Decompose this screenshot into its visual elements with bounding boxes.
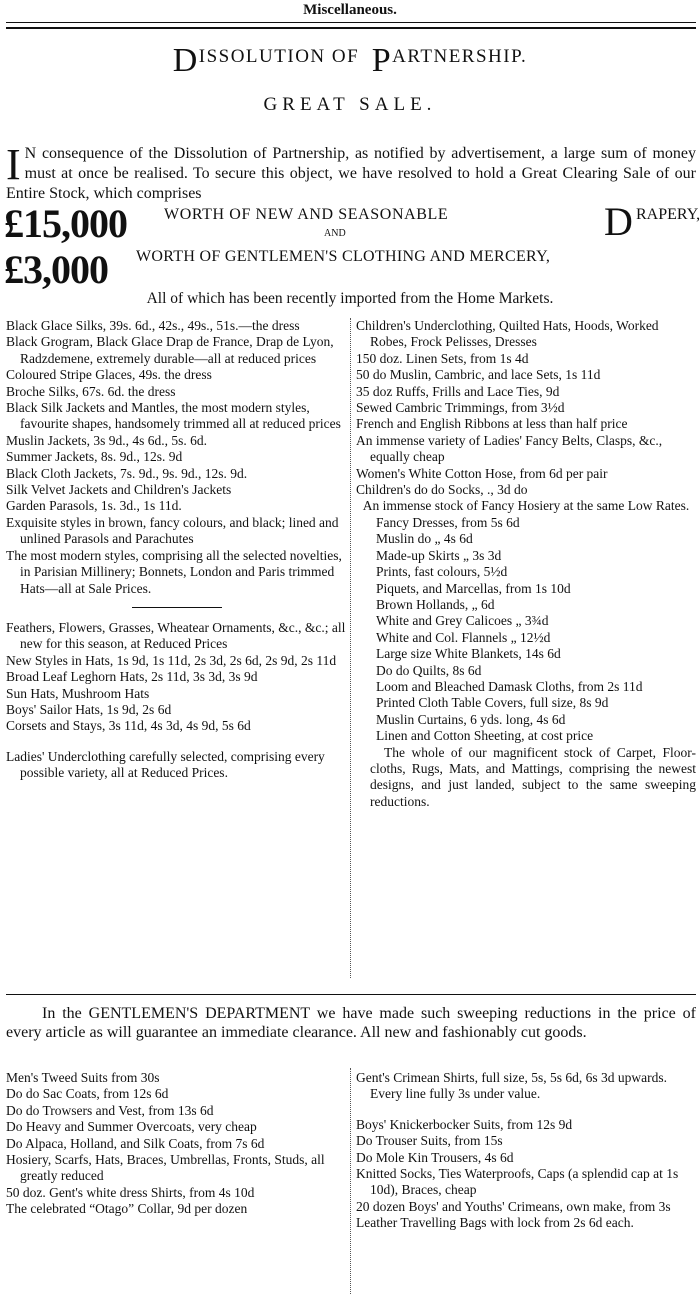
list-item: The most modern styles, comprising all the selected novelties, in Parisian Millinery; Bonnets, London and Paris trimmed Hats—all at Sale Prices. bbox=[6, 547, 342, 596]
list-item: Prints, fast colours, 5½d bbox=[376, 564, 508, 580]
price-line-clothing bbox=[4, 246, 696, 292]
list-item: Sewed Cambric Trimmings, from 3½d bbox=[356, 400, 565, 416]
import-note: All of which has been recently imported from the Home Markets. bbox=[146, 290, 554, 307]
list-item: Children's Underclothing, Quilted Hats, Hoods, Worked Robes, Frock Pelisses, Dresses bbox=[356, 318, 659, 350]
list-item: Printed Cloth Table Covers, full size, 8s 9d bbox=[376, 695, 609, 711]
list-item: French and English Ribbons at less than half price bbox=[356, 416, 628, 432]
list-item: Ladies' Underclothing carefully selected, comprising every possible variety, all at Reduced Prices. bbox=[6, 748, 325, 781]
list-item: Fancy Dresses, from 5s 6d bbox=[376, 514, 520, 530]
gentlemens-department-paragraph: In the GENTLEMEN'S DEPARTMENT we have made such sweeping reductions in the price of every article as will guarantee an immediate clearance. All new and fashionably cut goods. bbox=[6, 1005, 696, 1041]
list-item: Men's Tweed Suits from 30s bbox=[6, 1070, 160, 1085]
list-item: Large size White Blankets, 14s 6d bbox=[376, 646, 561, 662]
list-item: White and Col. Flannels „ 12½d bbox=[376, 629, 551, 645]
list-item: Leather Travelling Bags with lock from 2s 6d each. bbox=[356, 1215, 634, 1231]
list-item: Do do Trowsers and Vest, from 13s 6d bbox=[6, 1102, 214, 1118]
ad-subtitle: GREAT SALE. bbox=[263, 94, 437, 115]
list-item: New Styles in Hats, 1s 9d, 1s 11d, 2s 3d, 2s 6d, 2s 9d, 2s 11d bbox=[6, 652, 337, 668]
drapery-initial: D bbox=[604, 199, 633, 244]
title-part-2: ARTNERSHIP. bbox=[392, 46, 528, 67]
list-item: White and Grey Calicoes „ 3¾d bbox=[376, 613, 549, 629]
list-item: Sun Hats, Mushroom Hats bbox=[6, 685, 150, 701]
list-item: Muslin do „ 4s 6d bbox=[376, 531, 473, 547]
title-part-1: ISSOLUTION OF bbox=[198, 46, 360, 67]
gent-left-column bbox=[6, 1070, 348, 1218]
list-item: Linen and Cotton Sheeting, at cost price bbox=[376, 728, 594, 744]
intro-text: N consequence of the Dissolution of Partnership, as notified by advertisement, a large sum of money must at once be realised. To secure this object, we have resolved to hold a Great Clearing Sale of our Entire Stock, which comprises bbox=[6, 145, 696, 202]
list-item: Gent's Crimean Shirts, full size, 5s, 5s 6d, 6s 3d upwards. Every line fully 3s under value. bbox=[356, 1070, 668, 1102]
list-item: Do Trouser Suits, from 15s bbox=[356, 1133, 503, 1149]
intro-drop-cap: I bbox=[6, 140, 21, 189]
list-item: Hosiery, Scarfs, Hats, Braces, Umbrellas, Fronts, Studs, all greatly reduced bbox=[6, 1152, 325, 1184]
ad-title bbox=[0, 42, 700, 80]
list-item: 50 doz. Gent's white dress Shirts, from 4s 10d bbox=[6, 1184, 255, 1200]
section-rule bbox=[6, 994, 696, 995]
column-separator bbox=[350, 318, 351, 978]
list-item: Do Alpaca, Holland, and Silk Coats, from 7s 6d bbox=[6, 1135, 265, 1151]
list-item: Broche Silks, 67s. 6d. the dress bbox=[6, 383, 176, 399]
price-line-drapery bbox=[4, 199, 700, 246]
list-item: Boys' Sailor Hats, 1s 9d, 2s 6d bbox=[6, 701, 172, 717]
list-item: An immense variety of Ladies' Fancy Belts, Clasps, &c., equally cheap bbox=[356, 432, 663, 465]
list-item: Made-up Skirts „ 3s 3d bbox=[376, 547, 502, 563]
header-rule-thick bbox=[6, 27, 696, 29]
amount-clothing: £3,000 bbox=[4, 247, 108, 292]
title-initial-p: P bbox=[371, 42, 393, 79]
list-item: Do Mole Kin Trousers, 4s 6d bbox=[356, 1149, 514, 1165]
spacer bbox=[356, 1103, 696, 1117]
column-divider-rule bbox=[132, 607, 222, 608]
price-text-drapery: WORTH OF NEW AND SEASONABLE bbox=[164, 206, 449, 223]
list-item: Black Grogram, Black Glace Drap de France, Drap de Lyon, Radzdemene, extremely durable—all at reduced prices bbox=[6, 334, 334, 366]
list-item: Broad Leaf Leghorn Hats, 2s 11d, 3s 3d, 3s 9d bbox=[6, 669, 258, 685]
list-item: Brown Hollands, „ 6d bbox=[376, 596, 495, 612]
list-item: Do Heavy and Summer Overcoats, very cheap bbox=[6, 1119, 257, 1135]
list-item: Black Silk Jackets and Mantles, the most modern styles, favourite shapes, handsomely trimmed all at reduced prices bbox=[6, 400, 341, 432]
list-item: The celebrated “Otago” Collar, 9d per dozen bbox=[6, 1201, 248, 1217]
list-item: Muslin Jackets, 3s 9d., 4s 6d., 5s. 6d. bbox=[6, 432, 208, 448]
carpet-paragraph: The whole of our magnificent stock of Carpet, Floor-cloths, Rugs, Mats, and Mattings, comprising the newest designs, and just landed, subject to the same sweeping reductions. bbox=[370, 744, 696, 809]
list-item: 150 doz. Linen Sets, from 1s 4d bbox=[356, 350, 529, 366]
and-word: AND bbox=[324, 228, 346, 239]
list-item: 35 doz Ruffs, Frills and Lace Ties, 9d bbox=[356, 383, 560, 399]
list-item: 20 dozen Boys' and Youths' Crimeans, own make, from 3s bbox=[356, 1198, 671, 1214]
gent-column-separator bbox=[350, 1068, 351, 1294]
price-text-clothing: WORTH OF GENTLEMEN'S CLOTHING AND MERCERY, bbox=[136, 248, 551, 265]
section-header: Miscellaneous. bbox=[303, 2, 397, 18]
list-item: Do do Sac Coats, from 12s 6d bbox=[6, 1086, 169, 1102]
list-item: Corsets and Stays, 3s 11d, 4s 3d, 4s 9d, 5s 6d bbox=[6, 718, 251, 734]
hosiery-note: An immense stock of Fancy Hosiery at the same Low Rates. bbox=[362, 498, 690, 514]
drapery-rest: RAPERY, bbox=[636, 206, 700, 223]
list-item: Women's White Cotton Hose, from 6d per pair bbox=[356, 465, 608, 481]
list-item: 50 do Muslin, Cambric, and lace Sets, 1s 11d bbox=[356, 367, 601, 383]
list-item: Children's do do Socks, ., 3d do bbox=[356, 482, 528, 498]
amount-drapery: £15,000 bbox=[4, 201, 127, 246]
right-column bbox=[356, 318, 696, 810]
header-rule-thin bbox=[6, 22, 696, 23]
intro-paragraph bbox=[6, 140, 696, 204]
list-item: Black Cloth Jackets, 7s. 9d., 9s. 9d., 12s. 9d. bbox=[6, 465, 248, 481]
gent-right-column bbox=[356, 1070, 696, 1232]
list-item: Feathers, Flowers, Grasses, Wheatear Ornaments, &c., &c.; all new for this season, at Reduced Prices bbox=[6, 619, 346, 652]
title-initial-d: D bbox=[172, 42, 199, 79]
list-item: Piquets, and Marcellas, from 1s 10d bbox=[376, 580, 571, 596]
list-item: Knitted Socks, Ties Waterproofs, Caps (a splendid cap at 1s 10d), Braces, cheap bbox=[356, 1166, 679, 1198]
list-item: Silk Velvet Jackets and Children's Jackets bbox=[6, 482, 232, 498]
list-item: Black Glace Silks, 39s. 6d., 42s., 49s., 51s.—the dress bbox=[6, 318, 300, 333]
list-item: Do do Quilts, 8s 6d bbox=[376, 662, 482, 678]
left-column bbox=[6, 318, 348, 782]
spacer bbox=[6, 735, 348, 749]
list-item: Exquisite styles in brown, fancy colours, and black; lined and unlined Parasols and Parachutes bbox=[6, 514, 339, 547]
list-item: Summer Jackets, 8s. 9d., 12s. 9d bbox=[6, 449, 183, 465]
list-item: Garden Parasols, 1s. 3d., 1s 11d. bbox=[6, 498, 182, 514]
list-item: Muslin Curtains, 6 yds. long, 4s 6d bbox=[376, 711, 566, 727]
list-item: Coloured Stripe Glaces, 49s. the dress bbox=[6, 367, 212, 383]
list-item: Loom and Bleached Damask Cloths, from 2s 11d bbox=[376, 678, 643, 694]
list-item: Boys' Knickerbocker Suits, from 12s 9d bbox=[356, 1116, 573, 1132]
